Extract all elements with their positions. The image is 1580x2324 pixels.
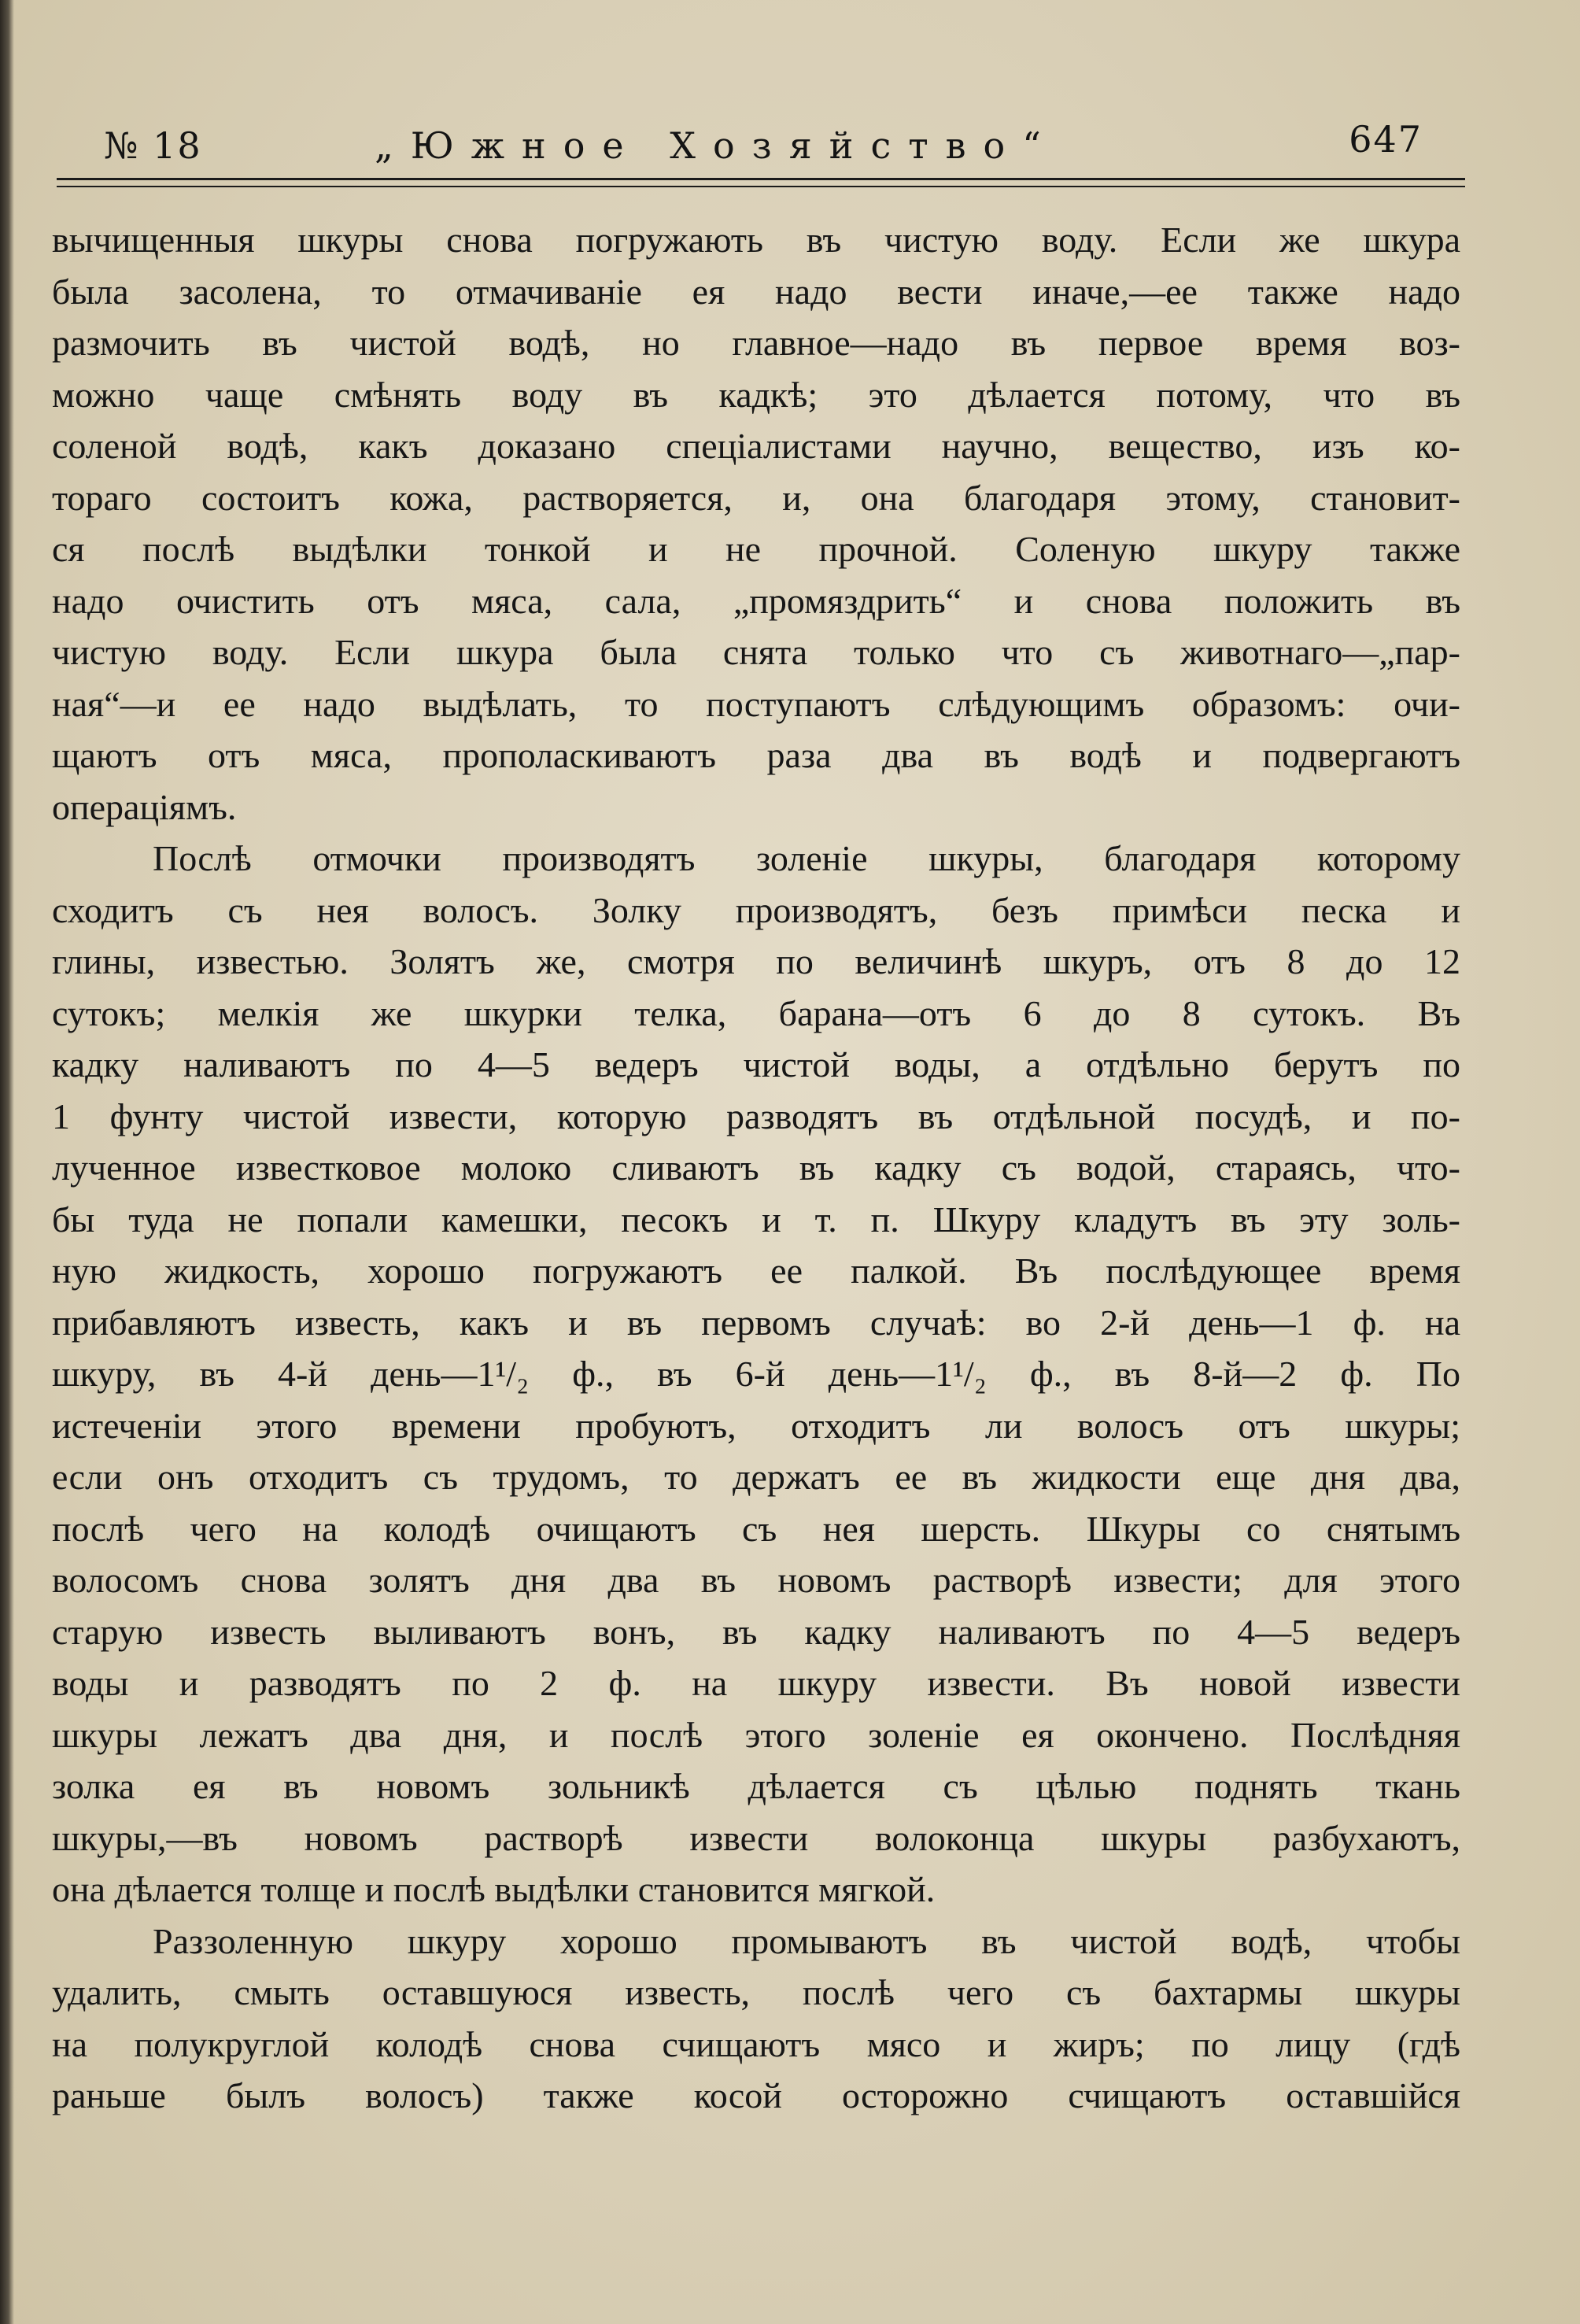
text-line: удалить, смыть оставшуюся известь, послѣ чего съ бахтармы шкуры (52, 1972, 1460, 2012)
text-line: волосомъ снова золятъ дня два въ новомъ растворѣ извести; для этого (52, 1560, 1460, 1600)
text-line: Послѣ отмочки производятъ золеніе шкуры, благодаря которому (153, 838, 1460, 878)
text-line: ная“—и ее надо выдѣлать, то поступаютъ слѣдующимъ образомъ: очи- (52, 683, 1460, 724)
header-rule (57, 178, 1465, 180)
text-line: послѣ чего на колодѣ очищаютъ съ нея шерсть. Шкуры со снятымъ (52, 1508, 1460, 1549)
text-line: старую известь выливаютъ вонъ, въ кадку наливаютъ по 4—5 ведеръ (52, 1611, 1460, 1652)
text-line: шкуры,—въ новомъ растворѣ извести волоконца шкуры разбухаютъ, (52, 1817, 1460, 1858)
paragraph-1 (52, 214, 1460, 833)
text-line: золка ея въ новомъ зольникѣ дѣлается съ цѣлью поднять ткань (52, 1766, 1460, 1806)
text-line: операціямъ. (52, 786, 237, 827)
text-line: была засолена, то отмачиваніе ея надо вести иначе,—ее также надо (52, 271, 1460, 312)
text-line: вычищенныя шкуры снова погружають въ чистую воду. Если же шкура (52, 220, 1460, 260)
text-line: чистую воду. Если шкура была снята только что съ животнаго—„пар- (52, 632, 1460, 672)
header-rule-double (57, 186, 1465, 187)
paragraph-3 (52, 1916, 1460, 2122)
text-line: она дѣлается толще и послѣ выдѣлки становится мягкой. (52, 1869, 936, 1909)
text-line: прибавляютъ известь, какъ и въ первомъ случаѣ: во 2-й день—1 ф. на (52, 1302, 1460, 1343)
text-line: бы туда не попали камешки, песокъ и т. п. Шкуру кладутъ въ эту золь- (52, 1199, 1460, 1240)
text-line: ную жидкость, хорошо погружаютъ ее палкой. Въ послѣдующее время (52, 1251, 1460, 1291)
text-line: сутокъ; мелкія же шкурки телка, барана—отъ 6 до 8 сутокъ. Въ (52, 992, 1460, 1033)
text-line: размочить въ чистой водѣ, но главное—надо въ первое время воз- (52, 323, 1460, 363)
running-header (52, 118, 1470, 179)
page-number: 647 (1349, 118, 1423, 161)
text-line: можно чаще смѣнять воду въ кадкѣ; это дѣлается потому, что въ (52, 374, 1460, 415)
text-line: 1 фунту чистой извести, которую разводятъ въ отдѣльной посудѣ, и по- (52, 1095, 1460, 1136)
text-line: если онъ отходитъ съ трудомъ, то держатъ ее въ жидкости еще дня два, (52, 1457, 1460, 1497)
text-line: надо очистить отъ мяса, сала, „промяздрить“ и снова положить въ (52, 580, 1460, 621)
text-line: шкуру, въ 4-й день—1¹/₂ ф., въ 6-й день—1¹/₂ ф., въ 8-й—2 ф. По (52, 1354, 1460, 1394)
text-line: истеченіи этого времени пробуютъ, отходитъ ли волосъ отъ шкуры; (52, 1405, 1460, 1446)
paragraph-2 (52, 833, 1460, 1916)
text-line: кадку наливаютъ по 4—5 ведеръ чистой воды, а отдѣльно берутъ по (52, 1044, 1460, 1084)
text-line: щаютъ отъ мяса, прополаскиваютъ раза два въ водѣ и подвергаютъ (52, 735, 1460, 775)
text-line: на полукруглой колодѣ снова счищаютъ мясо и жиръ; по лицу (гдѣ (52, 2023, 1460, 2064)
text-line: сходитъ съ нея волосъ. Золку производятъ, безъ примѣси песка и (52, 889, 1460, 930)
text-line: раньше былъ волосъ) также косой осторожно счищаютъ оставшійся (52, 2075, 1460, 2115)
text-line: соленой водѣ, какъ доказано спеціалистами научно, вещество, изъ ко- (52, 426, 1460, 466)
issue-number: № 18 (104, 124, 202, 167)
page-edge-shadow (0, 0, 14, 2324)
text-line: лученное известковое молоко сливаютъ въ кадку съ водой, стараясь, что- (52, 1147, 1460, 1188)
text-line: глины, известью. Золятъ же, смотря по величинѣ шкуръ, отъ 8 до 12 (52, 941, 1460, 981)
text-line: ся послѣ выдѣлки тонкой и не прочной. Соленую шкуру также (52, 529, 1460, 569)
text-line: Раззоленную шкуру хорошо промываютъ въ чистой водѣ, чтобы (153, 1920, 1460, 1961)
text-line: тораго состоитъ кожа, растворяется, и, она благодаря этому, становит- (52, 477, 1460, 518)
text-line: шкуры лежатъ два дня, и послѣ этого золеніе ея окончено. Послѣдняя (52, 1714, 1460, 1755)
article-body (52, 214, 1460, 2122)
text-line: воды и разводятъ по 2 ф. на шкуру извести. Въ новой извести (52, 1663, 1460, 1703)
journal-title: „Южное Хозяйство“ (375, 124, 1058, 167)
